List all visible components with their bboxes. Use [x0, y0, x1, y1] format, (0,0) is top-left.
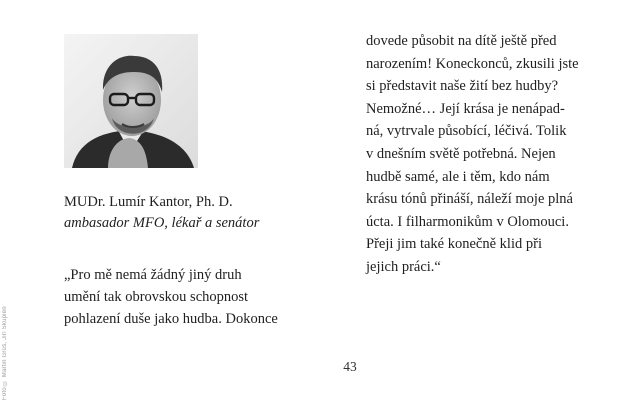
photo-credit: Foto © Martin Grůš, Jiří Skupien	[2, 306, 8, 400]
person-role: ambasador MFO, lékař a senátor	[64, 214, 260, 231]
person-name: MUDr. Lumír Kantor, Ph. D.	[64, 194, 233, 210]
portrait-photo	[64, 34, 198, 168]
quote-column-right	[366, 30, 626, 279]
quote-line: krásu tónů přináší, náleží moje plná	[366, 191, 573, 208]
quote-line: si představit naše žití bez hudby?	[366, 78, 559, 95]
quote-line: pohlazení duše jako hudba. Dokonce	[64, 311, 278, 327]
quote-line: v dnešním světě potřebná. Nejen	[366, 145, 556, 162]
portrait-caption	[64, 192, 334, 233]
quote-column-left	[64, 264, 349, 330]
quote-line: Přeji jim také konečně klid při	[366, 236, 542, 253]
quote-line: umění tak obrovskou schopnost	[64, 289, 249, 305]
quote-line: Nemožné… Její krása je nenápad-	[366, 100, 565, 117]
quote-line: narozením! Koneckonců, zkusili jste	[366, 55, 579, 72]
quote-line: ná, vytrvale působící, léčivá. Tolik	[366, 123, 567, 140]
quote-line: hudbě samé, ale i těm, kdo nám	[366, 168, 550, 185]
portrait-illustration	[64, 34, 198, 168]
page-number: 43	[343, 359, 357, 374]
quote-line: úcta. I filharmonikům v Olomouci.	[366, 213, 569, 230]
quote-line: „Pro mě nemá žádný jiný druh	[64, 267, 242, 283]
quote-line: jejich práci.“	[366, 258, 441, 275]
quote-line: dovede působit na dítě ještě před	[366, 33, 557, 49]
